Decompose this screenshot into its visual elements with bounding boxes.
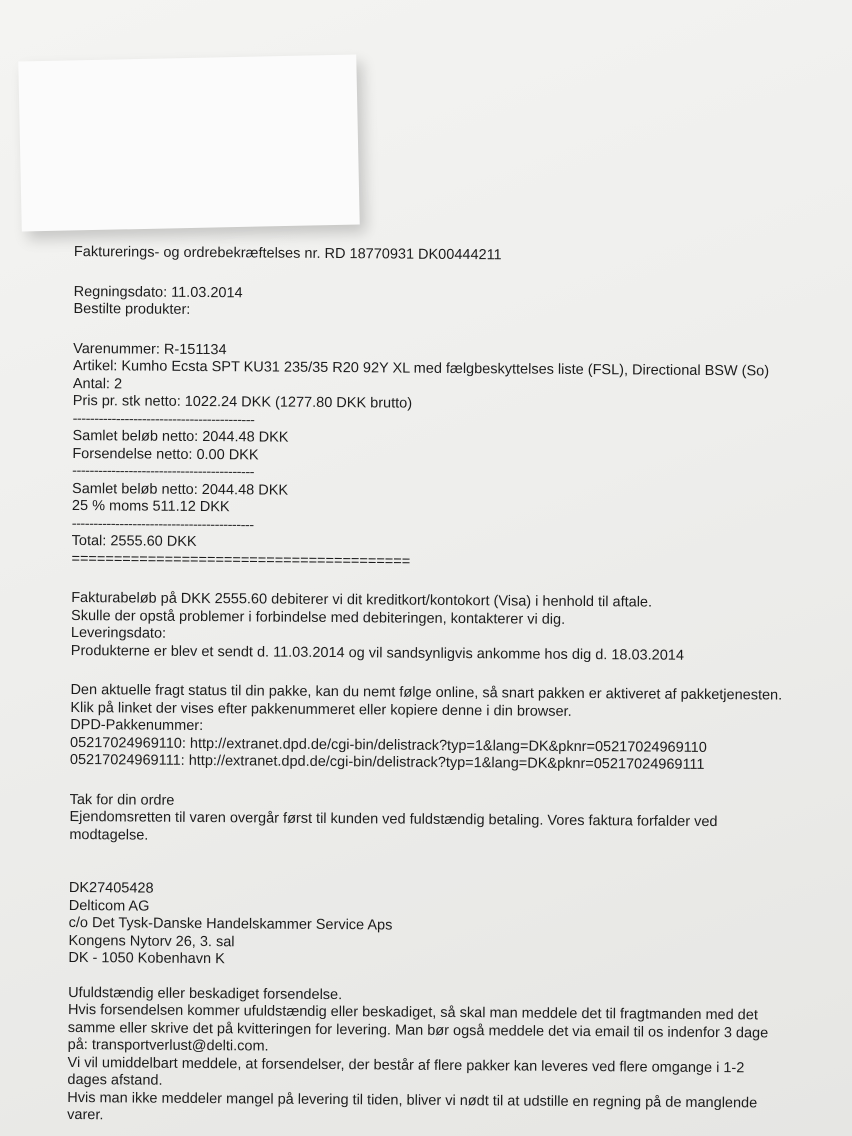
article-description: Artikel: Kumho Ecsta SPT KU31 235/35 R20 92Y XL med fælgbeskyttelses liste (FSL), Directional BSW (So) (72, 357, 770, 380)
vat-amount: 25 % moms 511.12 DKK (71, 497, 230, 516)
damage-line-4: Vi vil umiddelbart meddele, at forsendelser, der består af flere pakker kan leveres ved flere omgange i 1-2 (67, 1054, 745, 1076)
separator-2: ------------------------------------------ (72, 462, 255, 481)
damage-line-5: dages afstand. (67, 1071, 163, 1089)
invoice-document (67, 244, 834, 1130)
tracking-link-1[interactable]: 05217024969110: http://extranet.dpd.de/cgi-bin/delistrack?typ=1&lang=DK&pknr=05217024969110 (70, 734, 707, 756)
payment-line-2: Skulle der opstå problemer i forbindelse med debiteringen, kontakterer vi dig. (71, 607, 566, 628)
company-vat-id: DK27405428 (68, 879, 154, 897)
damage-line-6: Hvis man ikke meddeler mangel på levering til tiden, bliver vi nødt til at udstille en regning på de manglende (67, 1089, 758, 1111)
company-street: Kongens Nytorv 26, 3. sal (68, 932, 235, 950)
item-number: Varenummer: R-151134 (73, 340, 227, 358)
ownership-line-2: modtagelse. (69, 826, 149, 844)
invoice-date: Regningsdato: 11.03.2014 (73, 283, 243, 301)
total-net: Samlet beløb netto: 2044.48 DKK (72, 480, 289, 499)
tracking-line-1: Den aktuelle fragt status til din pakke, kan du nemt følge online, så snart pakken er aktiveret af pakketjenesten. (70, 681, 783, 704)
subtotal-net: Samlet beløb netto: 2044.48 DKK (72, 427, 289, 446)
damage-line-2: samme eller skrive det på kvitteringen for levering. Man bør også meddele det via email til os indenfor 3 dage (67, 1019, 769, 1041)
payment-line-1: Fakturabeløb på DKK 2555.60 debiterer vi dit kreditkort/kontokort (Visa) i henhold til aftale. (71, 589, 653, 611)
unit-price: Pris pr. stk netto: 1022.24 DKK (1277.80 DKK brutto) (72, 392, 413, 412)
tracking-link-2[interactable]: 05217024969111: http://extranet.dpd.de/cgi-bin/delistrack?typ=1&lang=DK&pknr=05217024969111 (69, 751, 705, 773)
delivery-text: Produkterne er blev et sendt d. 11.03.2014 og vil sandsynligvis ankomme hos dig d. 18.03.2014 (70, 642, 685, 664)
company-co: c/o Det Tysk-Danske Handelskammer Service Aps (68, 914, 393, 934)
damage-email-line[interactable]: på: transportverlust@delti.com. (67, 1036, 269, 1055)
damage-line-7: varer. (67, 1106, 104, 1124)
company-city: DK - 1050 Kobenhavn K (68, 949, 225, 968)
thanks-line: Tak for din ordre (69, 791, 175, 809)
tracking-line-2: Klik på linket der vises efter pakkenummeret eller kopiere denne i din browser. (70, 699, 572, 720)
ownership-line-1: Ejendomsretten til varen overgår først til kunden ved fuldstændig betaling. Vores faktura forfalder ved (69, 808, 718, 831)
damage-line-1: Hvis forsendelsen kommer ufuldstændig eller beskadiget, så skal man meddele det til fragtmanden med det (67, 1001, 758, 1024)
invoice-title: Fakturerings- og ordrebekræftelses nr. RD 18770931 DK00444211 (73, 244, 502, 264)
quantity: Antal: 2 (72, 375, 123, 392)
dpd-package-label: DPD-Pakkenummer: (70, 716, 204, 735)
separator-3: ------------------------------------------ (71, 515, 254, 533)
delivery-date-label: Leveringsdato: (70, 624, 167, 642)
shipping-net: Forsendelse netto: 0.00 DKK (72, 445, 259, 463)
grand-total: Total: 2555.60 DKK (71, 532, 197, 550)
damage-heading: Ufuldstændig eller beskadiget forsendelse. (68, 984, 343, 1003)
company-name: Delticom AG (68, 897, 150, 915)
double-separator: ======================================== (71, 550, 411, 570)
ordered-products-label: Bestilte produkter: (73, 300, 191, 318)
separator-1: ------------------------------------------ (72, 410, 255, 428)
sticky-note-cover (18, 54, 359, 231)
